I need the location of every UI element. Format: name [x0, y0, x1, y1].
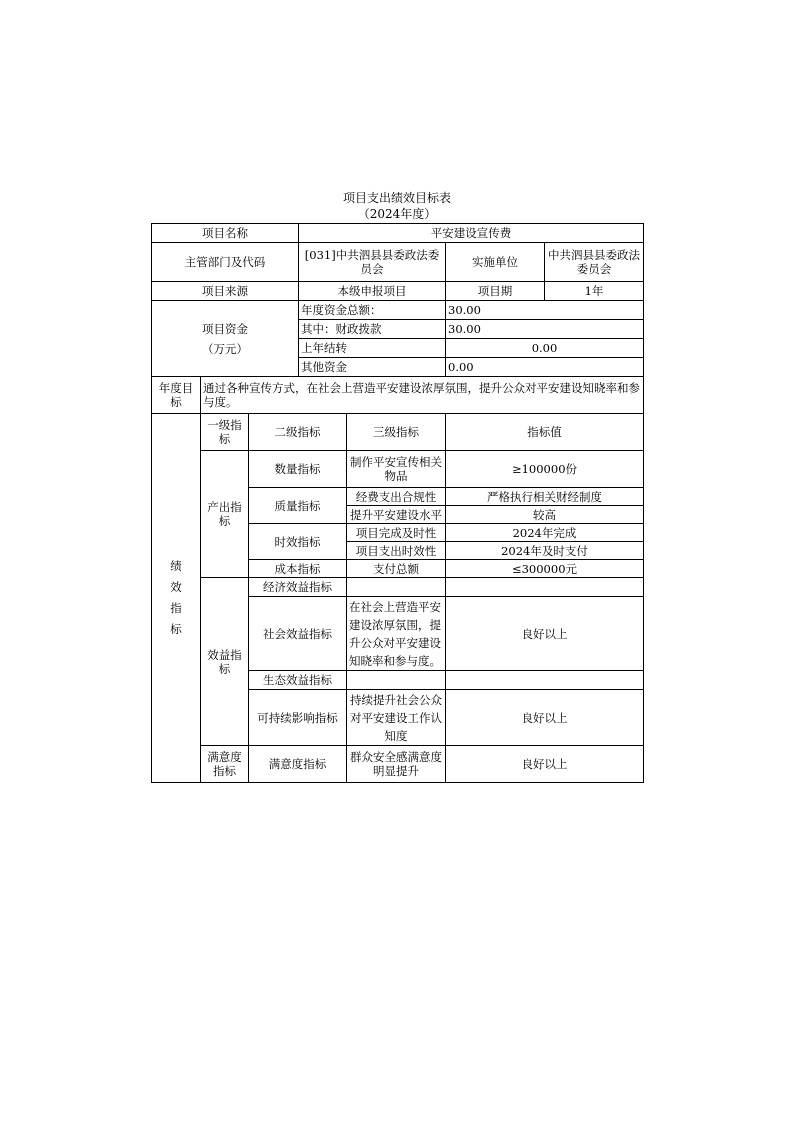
cost-l3: 支付总额 — [347, 560, 446, 578]
social-l3: 在社会上营造平安建设浓厚氛围，提升公众对平安建设知晓率和参与度。 — [347, 597, 446, 671]
ecology-val — [446, 671, 644, 690]
time1-l3: 项目完成及时性 — [347, 524, 446, 542]
table-row — [152, 414, 644, 451]
time2-val: 2024年及时支付 — [446, 542, 644, 560]
dept-label: 主管部门及代码 — [152, 243, 299, 282]
col-level2: 二级指标 — [249, 414, 347, 451]
col-level3: 三级指标 — [347, 414, 446, 451]
table-row — [152, 243, 644, 282]
performance-table — [151, 223, 644, 783]
quantity-val: ≥100000份 — [446, 451, 644, 488]
timeliness-l2: 时效指标 — [249, 524, 347, 560]
funds-fiscal-value: 30.00 — [446, 320, 644, 339]
funds-other-value: 0.00 — [446, 358, 644, 377]
quantity-l2: 数量指标 — [249, 451, 347, 488]
project-name-value: 平安建设宣传费 — [299, 224, 644, 243]
table-row — [152, 377, 644, 414]
funds-carryover-label: 上年结转 — [299, 339, 446, 358]
table-row — [152, 451, 644, 488]
impl-label: 实施单位 — [446, 243, 545, 282]
funds-fiscal-label: 其中：财政拨款 — [299, 320, 446, 339]
impl-value: 中共泗县县委政法委员会 — [545, 243, 644, 282]
economic-val — [446, 578, 644, 597]
project-name-label: 项目名称 — [152, 224, 299, 243]
benefit-label: 效益指标 — [201, 578, 249, 746]
source-label: 项目来源 — [152, 282, 299, 301]
table-row — [152, 224, 644, 243]
quality-l2: 质量指标 — [249, 488, 347, 524]
cost-val: ≤300000元 — [446, 560, 644, 578]
table-row — [152, 578, 644, 597]
funds-label-line2: （万元） — [202, 341, 248, 356]
table-row — [152, 301, 644, 320]
quality2-val: 较高 — [446, 506, 644, 524]
perf-label-text: 绩效指标 — [170, 559, 182, 636]
goal-text: 通过各种宣传方式，在社会上营造平安建设浓厚氛围，提升公众对平安建设知晓率和参与度。 — [201, 377, 644, 414]
page-subtitle: （2024年度） — [357, 207, 437, 221]
period-value: 1年 — [545, 282, 644, 301]
social-l2: 社会效益指标 — [249, 597, 347, 671]
quality1-val: 严格执行相关财经制度 — [446, 488, 644, 506]
source-value: 本级申报项目 — [299, 282, 446, 301]
time1-val: 2024年完成 — [446, 524, 644, 542]
sustain-val: 良好以上 — [446, 690, 644, 746]
satisfy-l3: 群众安全感满意度明显提升 — [347, 746, 446, 783]
cost-l2: 成本指标 — [249, 560, 347, 578]
perf-label — [152, 414, 201, 783]
funds-carryover-value: 0.00 — [446, 339, 644, 358]
col-level1: 一级指标 — [201, 414, 249, 451]
goal-label: 年度目标 — [152, 377, 201, 414]
funds-total-value: 30.00 — [446, 301, 644, 320]
quality2-l3: 提升平安建设水平 — [347, 506, 446, 524]
satisfy-l2: 满意度指标 — [249, 746, 347, 783]
period-label: 项目期 — [446, 282, 545, 301]
economic-l2: 经济效益指标 — [249, 578, 347, 597]
table-row — [152, 282, 644, 301]
economic-l3 — [347, 578, 446, 597]
table-row — [152, 746, 644, 783]
sustain-l2: 可持续影响指标 — [249, 690, 347, 746]
sustain-l3: 持续提升社会公众对平安建设工作认知度 — [347, 690, 446, 746]
ecology-l3 — [347, 671, 446, 690]
quantity-l3: 制作平安宣传相关物品 — [347, 451, 446, 488]
social-val: 良好以上 — [446, 597, 644, 671]
ecology-l2: 生态效益指标 — [249, 671, 347, 690]
satisfy-val: 良好以上 — [446, 746, 644, 783]
funds-label — [152, 301, 299, 377]
page-title: 项目支出绩效目标表 — [342, 191, 451, 205]
funds-other-label: 其他资金 — [299, 358, 446, 377]
funds-total-label: 年度资金总额： — [299, 301, 446, 320]
quality1-l3: 经费支出合规性 — [347, 488, 446, 506]
output-label: 产出指标 — [201, 451, 249, 578]
col-value: 指标值 — [446, 414, 644, 451]
satisfaction-label: 满意度指标 — [201, 746, 249, 783]
funds-label-line1: 项目资金 — [202, 321, 248, 336]
dept-value: [031]中共泗县县委政法委员会 — [299, 243, 446, 282]
time2-l3: 项目支出时效性 — [347, 542, 446, 560]
